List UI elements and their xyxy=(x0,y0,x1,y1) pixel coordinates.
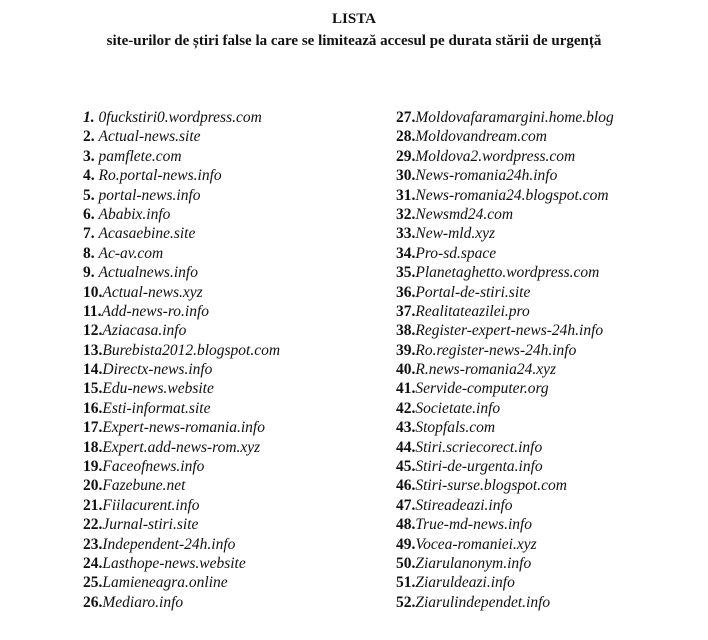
site-name: Ro.portal-news.info xyxy=(98,167,222,185)
site-name: Actual-news.site xyxy=(98,128,201,146)
item-number: 43. xyxy=(396,419,416,437)
list-item xyxy=(396,244,614,263)
site-name: Edu-news.website xyxy=(102,380,214,398)
site-name: Mediaro.info xyxy=(102,593,184,611)
site-name: Stireadeazi.info xyxy=(415,496,513,514)
site-name: Add-news-ro.info xyxy=(101,302,210,320)
site-name: Lasthope-news.website xyxy=(102,554,246,572)
item-number: 3. xyxy=(83,147,95,165)
list-item xyxy=(396,476,614,495)
list-item xyxy=(83,224,280,243)
site-name: Planetaghetto.wordpress.com xyxy=(415,264,600,282)
list-item xyxy=(83,554,280,573)
site-name: Aziacasa.info xyxy=(102,322,187,340)
list-item xyxy=(83,496,280,515)
site-name: Expert.add-news-rom.xyz xyxy=(102,438,261,456)
item-number: 46. xyxy=(396,477,416,495)
item-number: 9. xyxy=(83,264,95,282)
document-title: LISTA xyxy=(332,11,376,27)
list-item xyxy=(83,515,280,534)
list-item xyxy=(83,166,280,185)
site-name: Societate.info xyxy=(415,399,501,417)
list-item xyxy=(396,147,614,166)
site-name: Ziarulanonym.info xyxy=(415,554,532,572)
site-name: Fazebune.net xyxy=(102,477,186,495)
list-item xyxy=(396,321,614,340)
item-number: 25. xyxy=(83,574,103,592)
site-name: Acasaebine.site xyxy=(98,225,196,243)
item-number: 48. xyxy=(396,516,416,534)
site-name: Stiri-de-urgenta.info xyxy=(415,458,543,476)
site-name: Portal-de-stiri.site xyxy=(415,283,531,301)
site-name: Lamieneagra.online xyxy=(102,574,228,592)
site-name: Ziaruldeazi.info xyxy=(415,574,515,592)
item-number: 38. xyxy=(396,322,416,340)
site-name: Fiilacurent.info xyxy=(102,496,200,514)
list-item xyxy=(396,418,614,437)
list-item xyxy=(83,263,280,282)
list-item xyxy=(83,360,280,379)
item-number: 8. xyxy=(83,244,95,262)
item-number: 47. xyxy=(396,496,416,514)
item-number: 50. xyxy=(396,554,416,572)
site-name: Moldova2.wordpress.com xyxy=(415,147,576,165)
list-item xyxy=(83,302,280,321)
site-name: Stiri-surse.blogspot.com xyxy=(415,477,567,495)
site-name: Directx-news.info xyxy=(102,361,213,379)
item-number: 2. xyxy=(83,128,95,146)
item-number: 32. xyxy=(396,205,416,223)
site-name: Esti-informat.site xyxy=(102,399,211,417)
item-number: 20. xyxy=(83,477,103,495)
site-name: Stiri.scriecorect.info xyxy=(415,438,543,456)
list-item xyxy=(83,283,280,302)
list-item xyxy=(396,496,614,515)
item-number: 21. xyxy=(83,496,103,514)
site-name: portal-news.info xyxy=(98,186,201,204)
site-name: Newsmd24.com xyxy=(415,205,514,223)
site-name: Realitateazilei.pro xyxy=(415,302,530,320)
item-number: 12. xyxy=(83,322,103,340)
list-item xyxy=(83,418,280,437)
site-name: 0fuckstiri0.wordpress.com xyxy=(98,109,262,126)
site-name: Ababix.info xyxy=(98,205,171,223)
site-name: Vocea-romaniei.xyz xyxy=(415,535,537,553)
list-item xyxy=(83,321,280,340)
site-name: Independent-24h.info xyxy=(102,535,236,553)
left-list xyxy=(83,108,280,612)
item-number: 45. xyxy=(396,458,416,476)
site-name: Actual-news.xyz xyxy=(102,283,203,301)
document-subtitle: site-urilor de știri false la care se limitează accesul pe durata stării de urgență xyxy=(106,33,602,49)
item-number: 24. xyxy=(83,554,103,572)
site-name: Expert-news-romania.info xyxy=(102,419,265,437)
item-number: 11. xyxy=(83,302,102,320)
site-name: News-romania24h.info xyxy=(415,167,558,185)
item-number: 29. xyxy=(396,147,416,165)
list-item xyxy=(396,166,614,185)
list-item xyxy=(83,341,280,360)
item-number: 13. xyxy=(83,341,103,359)
item-number: 28. xyxy=(396,128,416,146)
list-item xyxy=(396,205,614,224)
site-name: True-md-news.info xyxy=(415,516,533,534)
list-item xyxy=(83,476,280,495)
item-number: 1. xyxy=(83,109,95,126)
list-item xyxy=(396,186,614,205)
list-item xyxy=(396,263,614,282)
site-name: pamflete.com xyxy=(98,147,182,165)
site-name: Ac-av.com xyxy=(98,244,164,262)
item-number: 41. xyxy=(396,380,416,398)
item-number: 14. xyxy=(83,361,103,379)
list-item xyxy=(396,127,614,146)
site-name: Ziarulindependet.info xyxy=(415,593,551,611)
site-name: R.news-romania24.xyz xyxy=(415,361,557,379)
list-item xyxy=(396,573,614,592)
item-number: 34. xyxy=(396,244,416,262)
list-item xyxy=(396,360,614,379)
item-number: 15. xyxy=(83,380,103,398)
list-item xyxy=(396,302,614,321)
list-item xyxy=(83,244,280,263)
item-number: 39. xyxy=(396,341,416,359)
site-name: Faceofnews.info xyxy=(102,458,205,476)
list-item xyxy=(396,515,614,534)
item-number: 27. xyxy=(396,109,416,126)
site-name: Stopfals.com xyxy=(415,419,496,437)
item-number: 19. xyxy=(83,458,103,476)
list-item xyxy=(396,379,614,398)
item-number: 22. xyxy=(83,516,103,534)
list-item xyxy=(83,147,280,166)
item-number: 17. xyxy=(83,419,103,437)
site-name: Register-expert-news-24h.info xyxy=(415,322,604,340)
item-number: 5. xyxy=(83,186,95,204)
list-item xyxy=(83,535,280,554)
item-number: 51. xyxy=(396,574,416,592)
list-item xyxy=(83,399,280,418)
item-number: 49. xyxy=(396,535,416,553)
item-number: 18. xyxy=(83,438,103,456)
item-number: 44. xyxy=(396,438,416,456)
list-item xyxy=(396,535,614,554)
list-item xyxy=(83,438,280,457)
item-number: 31. xyxy=(396,186,416,204)
list-item xyxy=(83,108,280,127)
item-number: 37. xyxy=(396,302,416,320)
item-number: 4. xyxy=(83,167,95,185)
site-name: Ro.register-news-24h.info xyxy=(415,341,577,359)
site-name: News-romania24.blogspot.com xyxy=(415,186,609,204)
site-name: Moldovandream.com xyxy=(415,128,547,146)
item-number: 26. xyxy=(83,593,103,611)
site-name: New-mld.xyz xyxy=(415,225,496,243)
list-item xyxy=(396,457,614,476)
item-number: 33. xyxy=(396,225,416,243)
list-item xyxy=(396,593,614,612)
site-name: Jurnal-stiri.site xyxy=(102,516,199,534)
item-number: 16. xyxy=(83,399,103,417)
site-name: Pro-sd.space xyxy=(415,244,497,262)
list-item xyxy=(83,186,280,205)
list-item xyxy=(83,457,280,476)
item-number: 35. xyxy=(396,264,416,282)
list-item xyxy=(396,341,614,360)
item-number: 30. xyxy=(396,167,416,185)
list-item xyxy=(396,554,614,573)
right-list xyxy=(396,108,614,612)
list-item xyxy=(83,205,280,224)
list-item xyxy=(396,108,614,127)
item-number: 7. xyxy=(83,225,95,243)
list-item xyxy=(83,573,280,592)
site-name: Servide-computer.org xyxy=(415,380,549,398)
site-name: Moldovafaramargini.home.blog xyxy=(415,109,614,126)
item-number: 6. xyxy=(83,205,95,223)
list-item xyxy=(83,127,280,146)
site-name: Actualnews.info xyxy=(98,264,198,282)
item-number: 42. xyxy=(396,399,416,417)
item-number: 10. xyxy=(83,283,103,301)
list-item xyxy=(396,283,614,302)
list-item xyxy=(396,438,614,457)
list-item xyxy=(396,399,614,418)
item-number: 52. xyxy=(396,593,416,611)
item-number: 40. xyxy=(396,361,416,379)
item-number: 23. xyxy=(83,535,103,553)
list-item xyxy=(83,379,280,398)
list-item xyxy=(83,593,280,612)
item-number: 36. xyxy=(396,283,416,301)
list-item xyxy=(396,224,614,243)
site-name: Burebista2012.blogspot.com xyxy=(102,341,281,359)
